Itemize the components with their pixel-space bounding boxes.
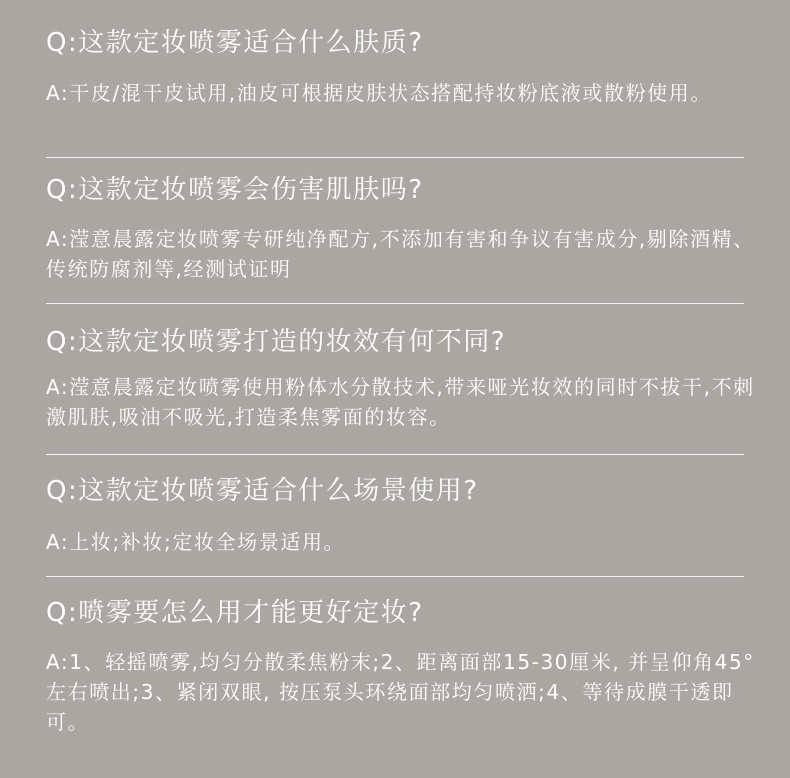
faq-divider xyxy=(46,576,744,577)
faq-answer-4: A:上妆;补妆;定妆全场景适用。 xyxy=(46,530,346,554)
faq-question-5: Q:喷雾要怎么用才能更好定妆? xyxy=(46,598,424,628)
faq-question-2: Q:这款定妆喷雾会伤害肌肤吗? xyxy=(46,175,424,205)
faq-answer-3: A:滢意晨露定妆喷雾使用粉体水分散技术,带来哑光妆效的同时不拔干,不刺激肌肤,吸油不吸光,打造柔焦雾面的妆容。 xyxy=(46,375,755,429)
faq-question-4: Q:这款定妆喷雾适合什么场景使用? xyxy=(46,476,479,506)
faq-question-3: Q:这款定妆喷雾打造的妆效有何不同? xyxy=(46,327,507,357)
faq-divider xyxy=(46,303,744,304)
faq-answer-1: A:干皮/混干皮试用,油皮可根据皮肤状态搭配持妆粉底液或散粉使用。 xyxy=(46,81,712,105)
faq-question-1: Q:这款定妆喷雾适合什么肤质? xyxy=(46,28,424,58)
faq-answer-5: A:1、轻摇喷雾,均匀分散柔焦粉末;2、距离面部15-30厘米, 并呈仰角45°左右喷出;3、紧闭双眼, 按压泵头环绕面部均匀喷洒;4、等待成膜干透即可。 xyxy=(46,650,755,734)
faq-divider xyxy=(46,454,744,455)
faq-answer-2: A:滢意晨露定妆喷雾专研纯净配方,不添加有害和争议有害成分,剔除酒精、传统防腐剂等,经测试证明 xyxy=(46,227,755,281)
faq-divider xyxy=(46,157,744,158)
